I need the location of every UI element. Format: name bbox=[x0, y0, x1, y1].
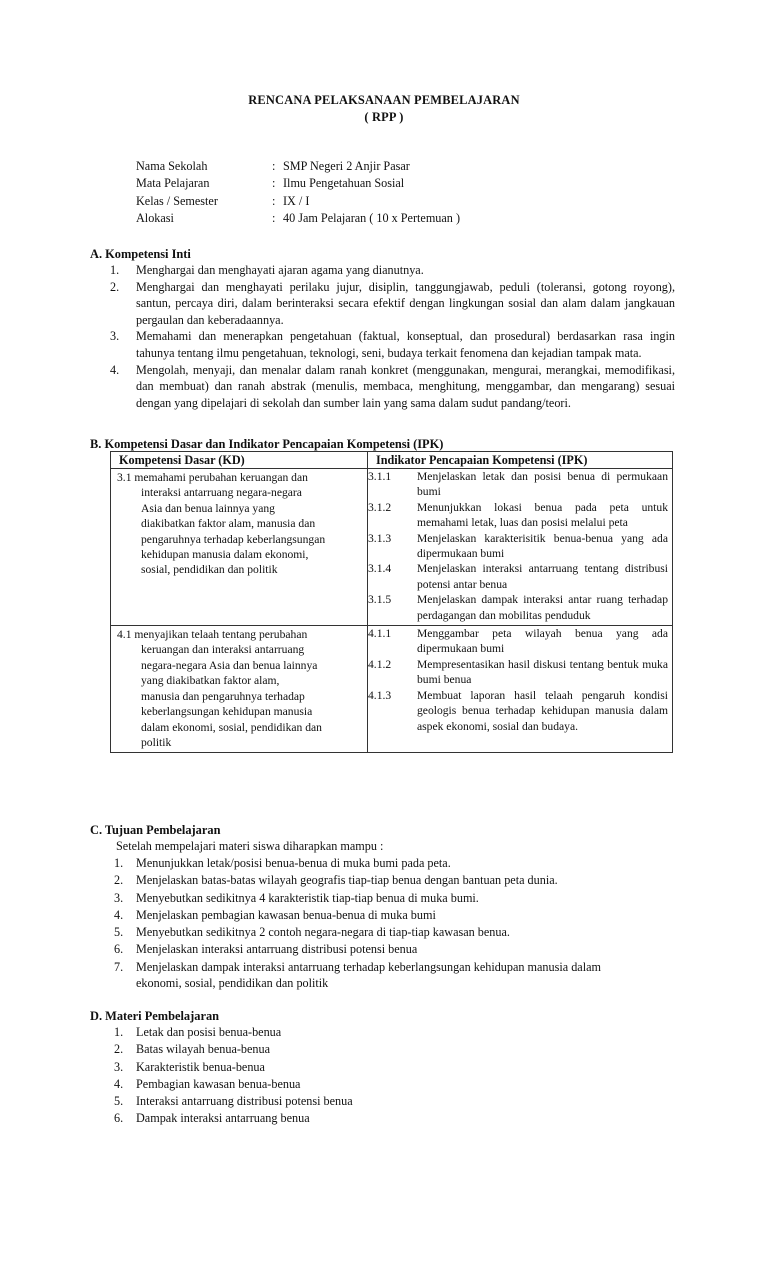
list-number: 3. bbox=[114, 890, 124, 905]
meta-value: IX / I bbox=[283, 193, 310, 208]
table-header-row bbox=[111, 452, 673, 469]
list-number: 1. bbox=[110, 263, 120, 277]
list-number: 1. bbox=[114, 856, 124, 870]
kd-line: manusia dan pengaruhnya terhadap bbox=[141, 689, 305, 703]
list-number: 7. bbox=[114, 959, 124, 974]
ipk-code: 3.1.3 bbox=[368, 531, 392, 545]
list-item bbox=[114, 872, 654, 889]
kd-cell bbox=[111, 626, 368, 753]
list-text: Batas wilayah benua-benua bbox=[136, 1042, 271, 1057]
kd-line: diakibatkan faktor alam, manusia dan bbox=[141, 517, 316, 531]
document-title: RENCANA PELAKSANAAN PEMBELAJARAN bbox=[248, 93, 520, 107]
meta-key: Alokasi bbox=[136, 210, 174, 225]
ipk-item bbox=[368, 561, 672, 592]
meta-key: Kelas / Semester bbox=[136, 193, 218, 208]
ipk-code: 3.1.5 bbox=[368, 593, 392, 607]
list-text: Menjelaskan dampak interaksi antarruang terhadap keberlangsungan kehidupan manusia dalam ekonomi, sosial, pendidikan dan politik bbox=[136, 959, 601, 991]
ipk-text: Menjelaskan interaksi antarruang tentang distribusi potensi antar benua bbox=[417, 562, 668, 591]
meta-separator: : bbox=[272, 193, 276, 208]
list-text: Pembagian kawasan benua-benua bbox=[136, 1076, 301, 1091]
ipk-code: 3.1.2 bbox=[368, 500, 392, 514]
list-number: 6. bbox=[114, 1111, 124, 1126]
ipk-item bbox=[368, 531, 672, 562]
list-text: Menjelaskan interaksi antarruang distribusi potensi benua bbox=[136, 942, 418, 957]
list-item bbox=[114, 890, 654, 907]
section-c-heading: C. Tujuan Pembelajaran bbox=[90, 823, 221, 837]
meta-separator: : bbox=[272, 210, 276, 225]
list-text: Dampak interaksi antarruang benua bbox=[136, 1111, 310, 1126]
ipk-text: Menunjukkan lokasi benua pada peta untuk memahami letak, luas dan posisi melalui peta bbox=[417, 500, 668, 530]
list-text: Letak dan posisi benua-benua bbox=[136, 1025, 282, 1039]
list-number: 3. bbox=[110, 329, 120, 344]
list-number: 2. bbox=[114, 873, 124, 888]
kd-line: negara-negara Asia dan benua lainnya bbox=[141, 658, 318, 672]
list-item bbox=[110, 262, 675, 279]
table-row bbox=[111, 469, 673, 626]
ipk-item bbox=[368, 500, 672, 531]
meta-value: Ilmu Pengetahuan Sosial bbox=[283, 176, 405, 191]
ipk-text: Mempresentasikan hasil diskusi tentang bentuk muka bumi benua bbox=[417, 657, 668, 687]
ipk-item bbox=[368, 626, 672, 657]
list-item bbox=[114, 1093, 654, 1110]
list-item bbox=[110, 279, 675, 329]
meta-value: 40 Jam Pelajaran ( 10 x Pertemuan ) bbox=[283, 210, 461, 225]
identity-block bbox=[136, 158, 696, 227]
list-text: Menjelaskan batas-batas wilayah geografis tiap-tiap benua dengan bantuan peta dunia. bbox=[136, 873, 558, 888]
list-item bbox=[114, 1076, 654, 1093]
kd-line: kehidupan manusia dalam ekonomi, bbox=[141, 548, 309, 562]
kd-line: pengaruhnya terhadap keberlangsungan bbox=[141, 532, 326, 546]
list-number: 4. bbox=[114, 907, 124, 922]
list-number: 5. bbox=[114, 1094, 124, 1109]
list-item bbox=[110, 328, 675, 361]
kd-line: keberlangsungan kehidupan manusia bbox=[141, 705, 313, 719]
meta-key: Mata Pelajaran bbox=[136, 176, 210, 191]
section-d-list bbox=[114, 1024, 654, 1128]
ipk-cell bbox=[368, 469, 673, 626]
ipk-code: 3.1.4 bbox=[368, 562, 392, 576]
ipk-cell bbox=[368, 626, 673, 753]
list-text: Memahami dan menerapkan pengetahuan (faktual, konseptual, dan prosedural) berdasarkan rasa ingin tahunya tentang ilmu pengetahuan, teknologi, seni, budaya terkait fenomena dan kejadian tampak mata. bbox=[136, 329, 675, 360]
meta-row bbox=[136, 210, 696, 227]
kd-cell bbox=[111, 469, 368, 626]
list-text: Menghargai dan menghayati ajaran agama yang dianutnya. bbox=[136, 263, 424, 277]
ipk-item bbox=[368, 688, 672, 734]
section-c-intro: Setelah mempelajari materi siswa diharapkan mampu : bbox=[116, 839, 384, 853]
meta-row bbox=[136, 175, 696, 192]
list-number: 4. bbox=[110, 362, 120, 377]
competency-table bbox=[110, 451, 673, 753]
ipk-item bbox=[368, 657, 672, 688]
section-d-heading: D. Materi Pembelajaran bbox=[90, 1009, 220, 1023]
meta-separator: : bbox=[272, 176, 276, 191]
kd-line: sosial, pendidikan dan politik bbox=[141, 563, 278, 577]
ipk-item bbox=[368, 469, 672, 500]
list-number: 6. bbox=[114, 942, 124, 957]
ipk-code: 3.1.1 bbox=[368, 470, 392, 483]
list-item bbox=[114, 924, 654, 941]
section-b-heading: B. Kompetensi Dasar dan Indikator Pencapaian Kompetensi (IPK) bbox=[90, 437, 444, 451]
list-item bbox=[114, 1041, 654, 1058]
list-number: 3. bbox=[114, 1059, 124, 1074]
kd-line: politik bbox=[141, 735, 172, 749]
document-subtitle: ( RPP ) bbox=[364, 110, 404, 124]
ipk-code: 4.1.3 bbox=[368, 688, 392, 702]
list-text: Menyebutkan sedikitnya 2 contoh negara-negara di tiap-tiap kawasan benua. bbox=[136, 925, 510, 940]
ipk-text: Menjelaskan karakterisitik benua-benua yang ada dipermukaan bumi bbox=[417, 531, 668, 561]
list-text: Menunjukkan letak/posisi benua-benua di muka bumi pada peta. bbox=[136, 856, 451, 870]
list-item bbox=[114, 907, 654, 924]
kd-line: dalam ekonomi, sosial, pendidikan dan bbox=[141, 720, 322, 734]
kd-line: Asia dan benua lainnya yang bbox=[141, 501, 275, 515]
kd-line: interaksi antarruang negara-negara bbox=[141, 486, 302, 500]
ipk-text: Menjelaskan dampak interaksi antar ruang terhadap perdagangan dan mobilitas penduduk bbox=[417, 593, 668, 622]
kd-line: yang diakibatkan faktor alam, bbox=[141, 674, 280, 688]
list-number: 1. bbox=[114, 1025, 124, 1039]
list-item bbox=[114, 855, 654, 872]
list-item bbox=[110, 362, 675, 412]
table-row bbox=[111, 626, 673, 753]
meta-row bbox=[136, 158, 696, 175]
list-number: 4. bbox=[114, 1076, 124, 1091]
list-number: 2. bbox=[114, 1042, 124, 1057]
column-header-kd: Kompetensi Dasar (KD) bbox=[111, 452, 368, 469]
list-item bbox=[114, 1059, 654, 1076]
list-number: 5. bbox=[114, 925, 124, 940]
ipk-text: Menjelaskan letak dan posisi benua di permukaan bumi bbox=[417, 470, 668, 499]
kd-line: 3.1 memahami perubahan keruangan dan bbox=[117, 471, 308, 484]
ipk-text: Membuat laporan hasil telaah pengaruh kondisi geologis benua terhadap kehidupan manusia dalam aspek ekonomi, sosial dan budaya. bbox=[417, 688, 668, 733]
list-item bbox=[114, 1024, 654, 1041]
ipk-text: Menggambar peta wilayah benua yang ada dipermukaan bumi bbox=[417, 627, 668, 656]
kd-line: 4.1 menyajikan telaah tentang perubahan bbox=[117, 628, 308, 642]
list-text: Karakteristik benua-benua bbox=[136, 1059, 265, 1074]
kd-line: keruangan dan interaksi antarruang bbox=[141, 643, 305, 657]
ipk-code: 4.1.2 bbox=[368, 657, 392, 671]
ipk-code: 4.1.1 bbox=[368, 627, 392, 641]
section-a-heading: A. Kompetensi Inti bbox=[90, 247, 191, 261]
list-text: Menjelaskan pembagian kawasan benua-benua di muka bumi bbox=[136, 907, 436, 922]
list-item bbox=[114, 1110, 654, 1127]
list-number: 2. bbox=[110, 279, 120, 294]
meta-key: Nama Sekolah bbox=[136, 159, 208, 173]
list-text: Menyebutkan sedikitnya 4 karakteristik tiap-tiap benua di muka bumi. bbox=[136, 890, 479, 905]
meta-row bbox=[136, 193, 696, 210]
section-a-list bbox=[110, 262, 675, 411]
list-text: Mengolah, menyaji, dan menalar dalam ranah konkret (menggunakan, mengurai, merangkai, memodifikasi, dan membuat) dan ranah abstrak (menulis, membaca, menghitung, menggambar, dan mengarang) sesuai dengan yang dipelajari di sekolah dan sumber lain yang sama dalam sudut pandang/teori. bbox=[136, 362, 675, 410]
list-text: Menghargai dan menghayati perilaku jujur, disiplin, tanggungjawab, peduli (toleransi, gotong royong), santun, percaya diri, dalam berinteraksi secara efektif dengan lingkungan sosial dan alam dalam jangkauan pergaulan dan keberadaannya. bbox=[136, 279, 675, 327]
meta-separator: : bbox=[272, 159, 276, 173]
ipk-item bbox=[368, 592, 672, 623]
list-item bbox=[114, 959, 646, 992]
section-c-list bbox=[114, 855, 654, 992]
column-header-ipk: Indikator Pencapaian Kompetensi (IPK) bbox=[368, 452, 673, 469]
list-text: Interaksi antarruang distribusi potensi benua bbox=[136, 1094, 353, 1109]
list-item bbox=[114, 941, 654, 958]
meta-value: SMP Negeri 2 Anjir Pasar bbox=[283, 159, 410, 173]
